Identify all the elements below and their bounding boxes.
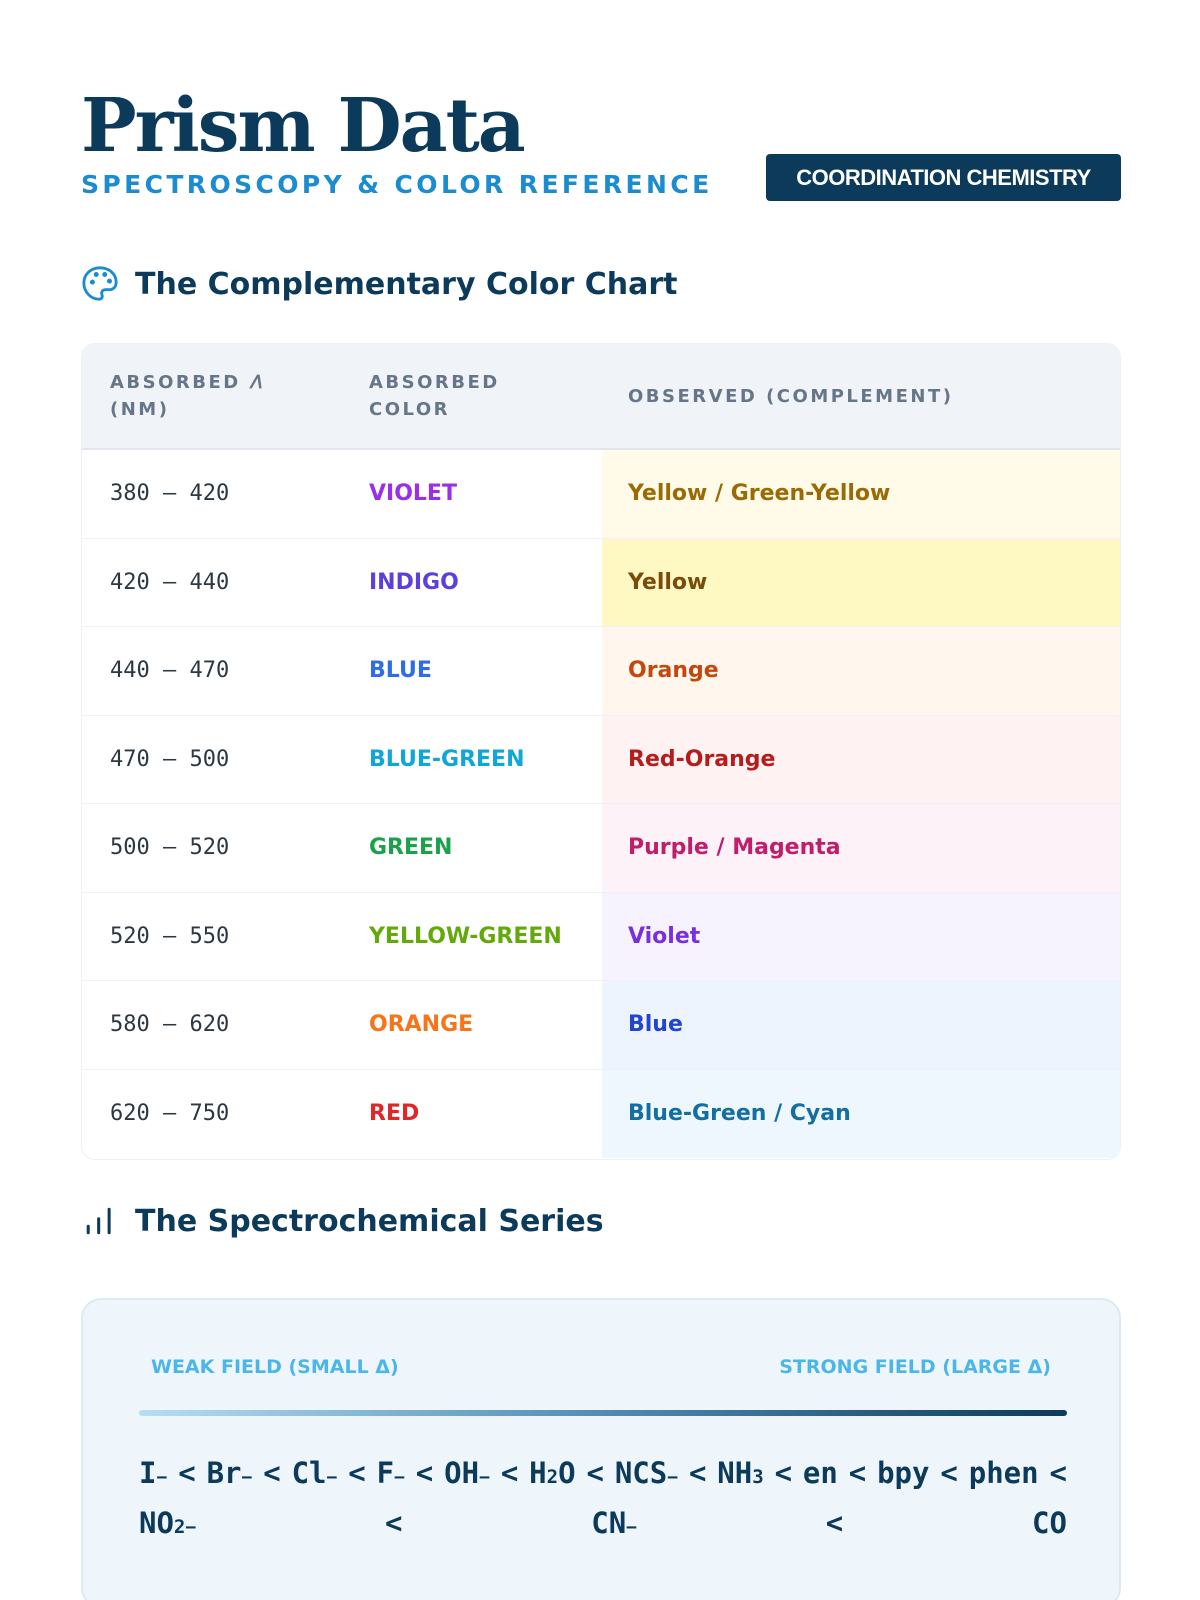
table-row: [82, 893, 1120, 982]
ligand-charge: −: [667, 1467, 679, 1488]
ligand: [717, 1456, 763, 1490]
spectrochemical-heading: [81, 1202, 604, 1240]
column-header-range: [110, 369, 330, 423]
ligand: [803, 1456, 838, 1490]
observed-color-cell: Yellow: [628, 569, 708, 595]
ligand-formula: F: [376, 1456, 395, 1490]
ligand: [969, 1456, 1039, 1490]
series-line-1: [139, 1456, 1067, 1490]
series-separator: <: [940, 1456, 958, 1490]
palette-icon: [81, 265, 119, 303]
ligand-charge: −: [394, 1467, 405, 1488]
absorbed-color-cell: BLUE: [369, 658, 432, 684]
ligand-formula: Cl: [291, 1456, 327, 1490]
brand-subtitle: SPECTROSCOPY & COLOR REFERENCE: [81, 170, 713, 199]
weak-field-label: WEAK FIELD (SMALL Δ): [151, 1356, 399, 1378]
ligand-formula: OH: [444, 1456, 480, 1490]
table-row: [82, 539, 1120, 628]
ligand-formula: NCS: [614, 1456, 668, 1490]
spectrochemical-title: The Spectrochemical Series: [135, 1203, 604, 1239]
absorbed-color-cell: INDIGO: [369, 569, 459, 595]
observed-color-cell: Blue-Green / Cyan: [628, 1101, 851, 1127]
wavelength-range-cell: 620 – 750: [110, 1101, 230, 1127]
ligand-formula: H: [529, 1456, 547, 1490]
color-chart-heading: [81, 265, 677, 303]
absorbed-color-cell: ORANGE: [369, 1012, 474, 1038]
ligand-subscript: 2: [173, 1516, 186, 1538]
ligand-charge: −: [479, 1467, 490, 1488]
absorbed-color-cell: GREEN: [369, 835, 453, 861]
ligand-formula: bpy: [877, 1456, 930, 1490]
brand-title: Prism Data: [81, 83, 524, 169]
series-separator: <: [774, 1456, 793, 1490]
absorbed-color-cell: VIOLET: [369, 481, 457, 507]
color-chart-title: The Complementary Color Chart: [135, 266, 678, 302]
ligand-formula: CO: [1032, 1506, 1067, 1540]
ligand-formula: Br: [206, 1456, 242, 1490]
table-body: [82, 450, 1120, 1158]
column-header-range-line2: (NM): [110, 399, 170, 420]
ligand: [615, 1456, 678, 1490]
series-separator: <: [500, 1456, 519, 1490]
series-separator: <: [348, 1456, 366, 1490]
series-separator: <: [688, 1456, 707, 1490]
wavelength-range-cell: 470 – 500: [110, 746, 230, 772]
spectrochemical-series-card: [81, 1298, 1121, 1600]
wavelength-range-cell: 420 – 440: [110, 569, 230, 595]
series-separator: <: [825, 1506, 844, 1540]
series-separator: <: [263, 1456, 281, 1490]
ligand: [139, 1456, 167, 1490]
column-header-color-line1: ABSORBED: [369, 372, 500, 393]
wavelength-range-cell: 440 – 470: [110, 658, 230, 684]
observed-color-cell: Purple / Magenta: [628, 835, 841, 861]
table-header-row: [82, 344, 1120, 450]
series-separator: <: [848, 1456, 867, 1490]
ligand: [591, 1506, 637, 1540]
series-separator: <: [415, 1456, 434, 1490]
ligand-formula: I: [139, 1456, 157, 1490]
ligand-subscript: 3: [752, 1466, 764, 1488]
observed-color-cell: Red-Orange: [628, 746, 776, 772]
ligand: [377, 1456, 405, 1490]
ligand: [444, 1456, 490, 1490]
observed-color-cell: Yellow / Green-Yellow: [628, 481, 891, 507]
ligand-formula-tail: O: [558, 1456, 576, 1490]
ligand: [877, 1456, 929, 1490]
ligand-charge: −: [326, 1467, 338, 1488]
wavelength-range-cell: 380 – 420: [110, 481, 230, 507]
table-row: [82, 450, 1120, 539]
column-header-color-line2: COLOR: [369, 399, 451, 420]
wavelength-range-cell: 500 – 520: [110, 835, 230, 861]
observed-color-cell: Violet: [628, 923, 701, 949]
ligand: [1032, 1506, 1067, 1540]
signal-bars-icon: [81, 1202, 119, 1240]
ligand-formula: en: [802, 1456, 838, 1490]
ligand-charge: −: [156, 1467, 168, 1488]
field-strength-gradient: [139, 1410, 1067, 1416]
ligand: [529, 1456, 575, 1490]
series-separator: <: [385, 1506, 403, 1540]
ligand-formula: CN: [591, 1506, 627, 1540]
wavelength-range-cell: 520 – 550: [110, 923, 230, 949]
ligand-charge: −: [626, 1517, 638, 1538]
series-separator: <: [1049, 1456, 1067, 1490]
complementary-color-table: [81, 343, 1121, 1160]
ligand: [139, 1506, 196, 1540]
absorbed-color-cell: RED: [369, 1101, 420, 1127]
series-separator: <: [178, 1456, 196, 1490]
table-row: [82, 627, 1120, 716]
ligand-charge: −: [185, 1517, 197, 1538]
table-row: [82, 716, 1120, 805]
series-separator: <: [586, 1456, 604, 1490]
absorbed-color-cell: YELLOW-GREEN: [369, 923, 562, 949]
strong-field-label: STRONG FIELD (LARGE Δ): [779, 1356, 1051, 1378]
ligand-formula: NO: [139, 1506, 174, 1540]
ligand: [207, 1456, 253, 1490]
observed-color-cell: Orange: [628, 658, 719, 684]
wavelength-range-cell: 580 – 620: [110, 1012, 230, 1038]
column-header-absorbed-color: [369, 369, 589, 423]
absorbed-color-cell: BLUE-GREEN: [369, 746, 525, 772]
ligand-formula: NH: [717, 1456, 753, 1490]
table-row: [82, 1070, 1120, 1159]
series-line-2: [139, 1506, 1067, 1540]
ligand-subscript: 2: [546, 1466, 559, 1488]
ligand: [292, 1456, 338, 1490]
topic-tag: COORDINATION CHEMISTRY: [766, 154, 1121, 201]
observed-color-cell: Blue: [628, 1012, 683, 1038]
table-row: [82, 981, 1120, 1070]
column-header-range-line1: ABSORBED 𝛬: [110, 372, 264, 393]
page-header: [81, 83, 1121, 206]
ligand-charge: −: [241, 1467, 253, 1488]
column-header-observed: OBSERVED (COMPLEMENT): [628, 385, 954, 407]
table-row: [82, 804, 1120, 893]
ligand-formula: phen: [968, 1456, 1039, 1490]
